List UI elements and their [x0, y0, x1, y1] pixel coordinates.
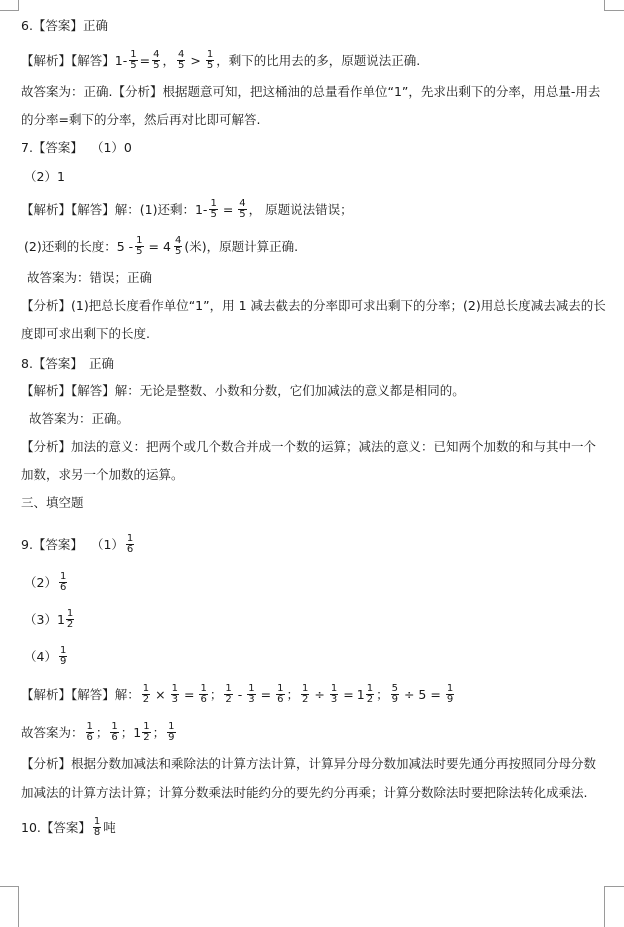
analysis-label: 【解析】【解答】解： — [21, 686, 140, 702]
numerator: 1 — [143, 721, 150, 732]
fraction — [167, 722, 175, 743]
q7-step2 — [24, 236, 624, 257]
separator: ； — [286, 686, 300, 702]
conclusion-label: 故答案为： — [21, 724, 84, 740]
whole-number: 1 — [356, 686, 365, 702]
fraction — [110, 722, 118, 743]
denominator: 2 — [225, 694, 232, 705]
denominator: 9 — [59, 656, 67, 667]
denominator: 5 — [239, 209, 246, 220]
fraction — [206, 50, 214, 71]
section-heading: 三、填空题 — [21, 495, 84, 510]
note-text: 加数，求另一个加数的运算。 — [21, 467, 184, 482]
fraction — [93, 817, 101, 838]
numerator: 1 — [111, 721, 118, 732]
denominator: 2 — [66, 619, 74, 630]
q9-answer — [21, 534, 624, 555]
crop-mark — [0, 10, 18, 11]
q9-answer-4 — [24, 646, 624, 667]
fraction — [126, 534, 134, 555]
fraction — [366, 684, 374, 705]
separator: ， — [162, 52, 175, 68]
denominator: 9 — [168, 732, 175, 743]
denominator: 6 — [126, 544, 134, 555]
operator: × — [155, 686, 166, 702]
denominator: 5 — [177, 60, 185, 71]
analysis-text: 【解析】【解答】解：无论是整数、小数和分数，它们加减法的意义都是相同的。 — [21, 383, 465, 398]
fraction — [209, 199, 217, 220]
expr-text: ，剩下的比用去的多，原题说法正确. — [216, 52, 421, 68]
answer-index: （4） — [24, 648, 57, 664]
separator: ； — [209, 686, 223, 702]
fraction — [330, 684, 338, 705]
numerator: 4 — [177, 49, 185, 60]
fraction — [66, 609, 74, 630]
answer-label: 7.【答案】 — [21, 140, 83, 155]
numerator: 1 — [210, 198, 217, 209]
answer-index: （3） — [24, 611, 57, 627]
operator: > — [190, 52, 201, 68]
numerator: 1 — [330, 683, 338, 694]
fraction — [174, 236, 182, 257]
denominator: 6 — [277, 694, 284, 705]
numerator: 1 — [126, 533, 134, 544]
note-text: 【分析】根据分数加减法和乘除法的计算方法计算，计算异分母分数加减法时要先通分再按照同分母分数 — [21, 756, 597, 771]
numerator: 1 — [130, 49, 137, 60]
denominator: 6 — [59, 582, 67, 593]
answer-text: （1）0 — [90, 140, 132, 155]
denominator: 6 — [200, 694, 207, 705]
numerator: 1 — [93, 816, 101, 827]
separator: ； — [120, 724, 134, 740]
numerator: 1 — [366, 683, 374, 694]
whole-number: 1 — [133, 724, 142, 740]
crop-mark — [604, 10, 624, 11]
numerator: 5 — [391, 683, 398, 694]
conclusion-text: 故答案为：正确。 — [29, 411, 130, 426]
separator: ； — [95, 724, 109, 740]
numerator: 1 — [225, 683, 232, 694]
numerator: 4 — [174, 235, 182, 246]
fraction — [59, 646, 67, 667]
fraction — [86, 722, 94, 743]
numerator: 1 — [206, 49, 214, 60]
answer-label: 10.【答案】 — [21, 819, 91, 835]
fraction — [135, 236, 143, 257]
summary-text: 的分率=剩下的分率，然后再对比即可解答. — [21, 112, 261, 127]
operator: = — [139, 52, 151, 68]
crop-mark — [18, 0, 19, 11]
denominator: 5 — [136, 246, 143, 257]
denominator: 9 — [446, 694, 454, 705]
note-text: 度即可求出剩下的长度. — [21, 326, 150, 341]
q6-answer — [21, 17, 624, 35]
note-text: 【分析】加法的意义：把两个或几个数合并成一个数的运算；减法的意义：已知两个加数的和与其中一个 — [21, 439, 597, 454]
fraction — [177, 50, 185, 71]
denominator: 5 — [153, 60, 160, 71]
q6-analysis — [21, 50, 624, 71]
q9-conclusion — [21, 722, 624, 743]
denominator: 6 — [86, 732, 93, 743]
numerator: 4 — [153, 49, 160, 60]
answer-text: 正确 — [88, 356, 114, 371]
q9-analysis — [21, 684, 624, 705]
conclusion-text: 故答案为：错误；正确 — [27, 270, 153, 285]
fraction — [142, 722, 150, 743]
denominator: 5 — [210, 209, 217, 220]
fraction — [238, 199, 246, 220]
denominator: 2 — [143, 732, 150, 743]
denominator: 3 — [171, 694, 178, 705]
denominator: 3 — [248, 694, 255, 705]
operator: - — [237, 686, 243, 702]
crop-mark — [18, 886, 19, 927]
numerator: 1 — [59, 645, 67, 656]
q7-analysis — [21, 199, 624, 220]
expr-text: (1)还剩：1- — [139, 201, 208, 217]
answer-label: 9.【答案】 — [21, 536, 83, 552]
numerator: 1 — [446, 683, 454, 694]
answer-index: （1） — [90, 536, 124, 552]
answer-label: 6.【答案】 — [21, 18, 83, 33]
crop-mark — [0, 886, 18, 887]
numerator: 1 — [200, 683, 207, 694]
note-text: 加减法的计算方法计算；计算分数乘法时能约分的要先约分再乘；计算分数除法时要把除法转化成乘法. — [21, 785, 588, 800]
fraction — [142, 684, 150, 705]
note-text: 【分析】(1)把总长度看作单位“1”，用 1 减去截去的分率即可求出剩下的分率；(2)用总长度减去减去的长 — [21, 298, 606, 313]
numerator: 1 — [168, 721, 175, 732]
q8-answer — [21, 355, 624, 373]
denominator: 9 — [391, 694, 398, 705]
summary-text: 故答案为：正确.【分析】根据题意可知，把这桶油的总量看作单位“1”，先求出剩下的分率，用总量-用去 — [21, 84, 601, 99]
numerator: 1 — [59, 571, 67, 582]
operator: ÷ — [314, 686, 325, 702]
crop-mark — [604, 0, 605, 11]
answer-index: （2） — [24, 574, 57, 590]
denominator: 2 — [302, 694, 309, 705]
fraction — [171, 684, 179, 705]
numerator: 1 — [171, 683, 178, 694]
operator: = 4 — [148, 238, 171, 254]
numerator: 1 — [277, 683, 284, 694]
answer-label: 8.【答案】 — [21, 356, 83, 371]
denominator: 5 — [174, 246, 182, 257]
numerator: 1 — [142, 683, 150, 694]
numerator: 1 — [136, 235, 143, 246]
fraction — [276, 684, 284, 705]
crop-mark — [604, 886, 605, 927]
separator: ； — [376, 686, 389, 702]
unit-text: 吨 — [103, 819, 116, 835]
denominator: 8 — [93, 827, 101, 838]
fraction — [391, 684, 399, 705]
expr-text: 1- — [114, 52, 128, 68]
q7-answer — [21, 139, 624, 157]
whole-number: 1 — [56, 611, 65, 627]
expr-text: (米)，原题计算正确. — [184, 238, 299, 254]
q10-answer — [21, 817, 624, 838]
fraction — [152, 50, 160, 71]
answer-text: （2）1 — [24, 169, 65, 184]
operator: = — [260, 686, 272, 702]
denominator: 2 — [142, 694, 150, 705]
answer-text: 正确 — [82, 18, 108, 33]
numerator: 1 — [248, 683, 255, 694]
denominator: 3 — [330, 694, 338, 705]
expr-text: ， 原题说法错误； — [248, 201, 353, 217]
operator: = — [222, 201, 234, 217]
analysis-label: 【解析】【解答】解： — [21, 201, 140, 217]
numerator: 1 — [302, 683, 309, 694]
denominator: 5 — [206, 60, 214, 71]
operator: = — [184, 686, 195, 702]
denominator: 2 — [366, 694, 374, 705]
denominator: 5 — [130, 60, 137, 71]
fraction — [247, 684, 255, 705]
q9-answer-2 — [24, 572, 624, 593]
q9-answer-3 — [24, 609, 624, 630]
crop-mark — [604, 886, 624, 887]
expr-text: (2)还剩的长度：5 - — [24, 238, 134, 254]
operator: = — [343, 686, 354, 702]
fraction — [446, 684, 454, 705]
fraction — [301, 684, 309, 705]
fraction — [199, 684, 207, 705]
fraction — [59, 572, 67, 593]
operator: ÷ 5 = — [403, 686, 441, 702]
analysis-label: 【解析】【解答】 — [21, 52, 115, 68]
numerator: 1 — [66, 608, 74, 619]
numerator: 1 — [86, 721, 93, 732]
numerator: 4 — [239, 198, 246, 209]
fraction — [129, 50, 137, 71]
fraction — [224, 684, 232, 705]
denominator: 6 — [111, 732, 118, 743]
separator: ； — [152, 724, 166, 740]
